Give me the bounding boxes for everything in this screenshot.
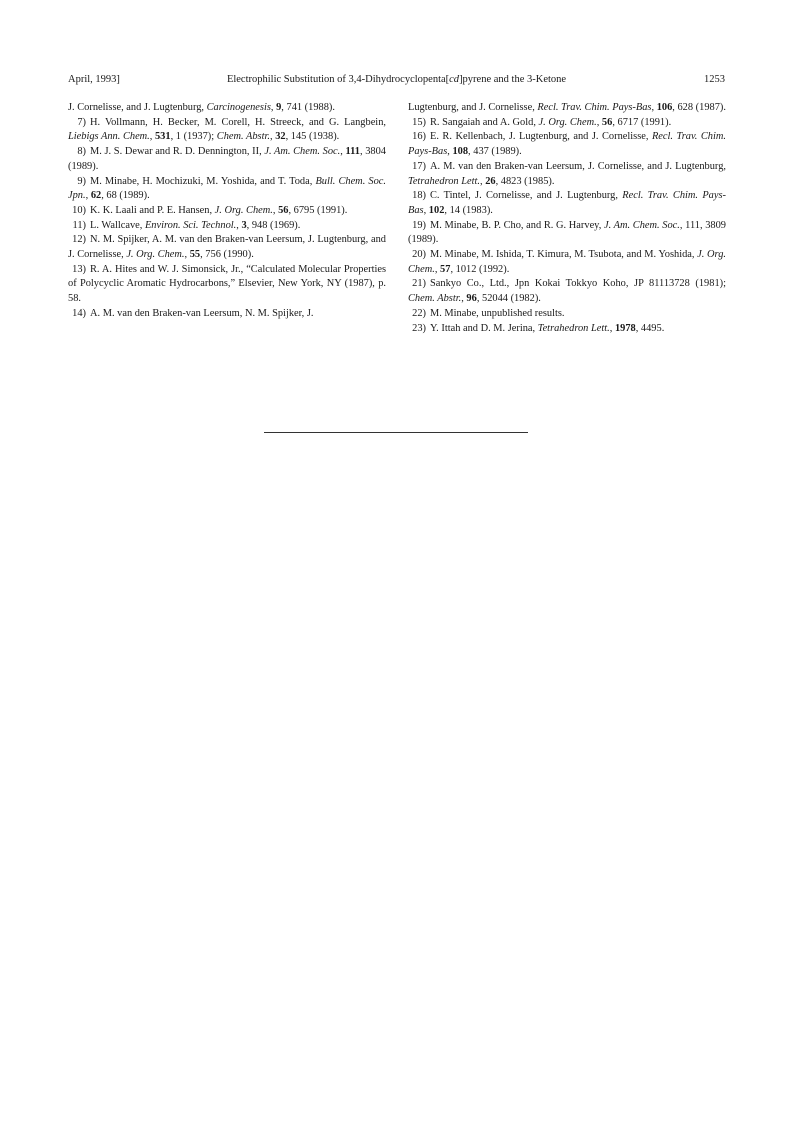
- reference-16: 16) E. R. Kellenbach, J. Lugtenburg, and J. Cornelisse, Recl. Trav. Chim. Pays-Bas, 108, 437 (1989).: [408, 130, 726, 159]
- running-head-title: Electrophilic Substitution of 3,4-Dihydrocyclopenta[cd]pyrene and the 3-Ketone: [226, 74, 567, 85]
- reference-14-continued: Lugtenburg, and J. Cornelisse, Recl. Trav. Chim. Pays-Bas, 106, 628 (1987).: [408, 102, 726, 113]
- reference-23: 23) Y. Ittah and D. M. Jerina, Tetrahedron Lett., 1978, 4495.: [408, 322, 726, 337]
- reference-number: 17): [412, 160, 426, 172]
- running-head: [68, 73, 725, 87]
- end-of-article-rule: [264, 432, 528, 433]
- reference-15: 15) R. Sangaiah and A. Gold, J. Org. Chem., 56, 6717 (1991).: [408, 116, 726, 131]
- reference-number: 9): [77, 175, 86, 187]
- reference-8: 8) M. J. S. Dewar and R. D. Dennington, II, J. Am. Chem. Soc., 111, 3804 (1989).: [68, 146, 386, 172]
- reference-18: 18) C. Tintel, J. Cornelisse, and J. Lugtenburg, Recl. Trav. Chim. Pays-Bas, 102, 14 (1983).: [408, 189, 726, 218]
- reference-7: 7) H. Vollmann, H. Becker, M. Corell, H. Streeck, and G. Langbein, Liebigs Ann. Chem., 531, 1 (1937); Chem. Abstr., 32, 145 (1938).: [68, 116, 386, 143]
- reference-19: 19) M. Minabe, B. P. Cho, and R. G. Harvey, J. Am. Chem. Soc., 111, 3809 (1989).: [408, 219, 726, 248]
- reference-13: 13) R. A. Hites and W. J. Simonsick, Jr., “Calculated Molecular Properties of Polycyclic Aromatic Hydrocarbons,” Elsevier, New York, NY (1987), p. 58.: [68, 263, 386, 307]
- references-right-column: [408, 101, 726, 336]
- reference-number: 7): [77, 116, 86, 128]
- reference-number: 12): [72, 234, 86, 246]
- reference-number: 14): [72, 307, 86, 319]
- reference-21: 21) Sankyo Co., Ltd., Jpn Kokai Tokkyo Koho, JP 81113728 (1981); Chem. Abstr., 96, 52044 (1982).: [408, 277, 726, 306]
- reference-11: 11) L. Wallcave, Environ. Sci. Technol., 3, 948 (1969).: [68, 219, 386, 234]
- reference-number: 10): [72, 204, 86, 216]
- reference-number: 19): [412, 219, 426, 231]
- reference-6-continued: J. Cornelisse, and J. Lugtenburg, Carcinogenesis, 9, 741 (1988).: [68, 102, 335, 113]
- reference-14: 14) A. M. van den Braken-van Leersum, N. M. Spijker, J.: [68, 307, 386, 322]
- reference-20: 20) M. Minabe, M. Ishida, T. Kimura, M. Tsubota, and M. Yoshida, J. Org. Chem., 57, 1012 (1992).: [408, 248, 726, 277]
- reference-10: 10) K. K. Laali and P. E. Hansen, J. Org. Chem., 56, 6795 (1991).: [68, 204, 386, 219]
- reference-number: 8): [77, 146, 86, 158]
- running-head-date: April, 1993]: [68, 74, 120, 85]
- reference-number: 13): [72, 263, 86, 275]
- reference-number: 22): [412, 307, 426, 319]
- reference-number: 20): [412, 249, 426, 261]
- reference-number: 23): [412, 322, 426, 334]
- reference-9: 9) M. Minabe, H. Mochizuki, M. Yoshida, and T. Toda, Bull. Chem. Soc. Jpn., 62, 68 (1989).: [68, 175, 386, 202]
- reference-17: 17) A. M. van den Braken-van Leersum, J. Cornelisse, and J. Lugtenburg, Tetrahedron Lett., 26, 4823 (1985).: [408, 160, 726, 189]
- page-number: 1253: [704, 74, 725, 85]
- reference-12: 12) N. M. Spijker, A. M. van den Braken-van Leersum, J. Lugtenburg, and J. Cornelisse, J. Org. Chem., 55, 756 (1990).: [68, 233, 386, 262]
- reference-number: 18): [412, 190, 426, 202]
- reference-22: 22) M. Minabe, unpublished results.: [408, 307, 726, 322]
- reference-number: 11): [72, 219, 86, 231]
- reference-number: 16): [412, 131, 426, 143]
- references-left-column: [68, 101, 386, 322]
- reference-number: 15): [412, 116, 426, 128]
- reference-number: 21): [412, 278, 426, 290]
